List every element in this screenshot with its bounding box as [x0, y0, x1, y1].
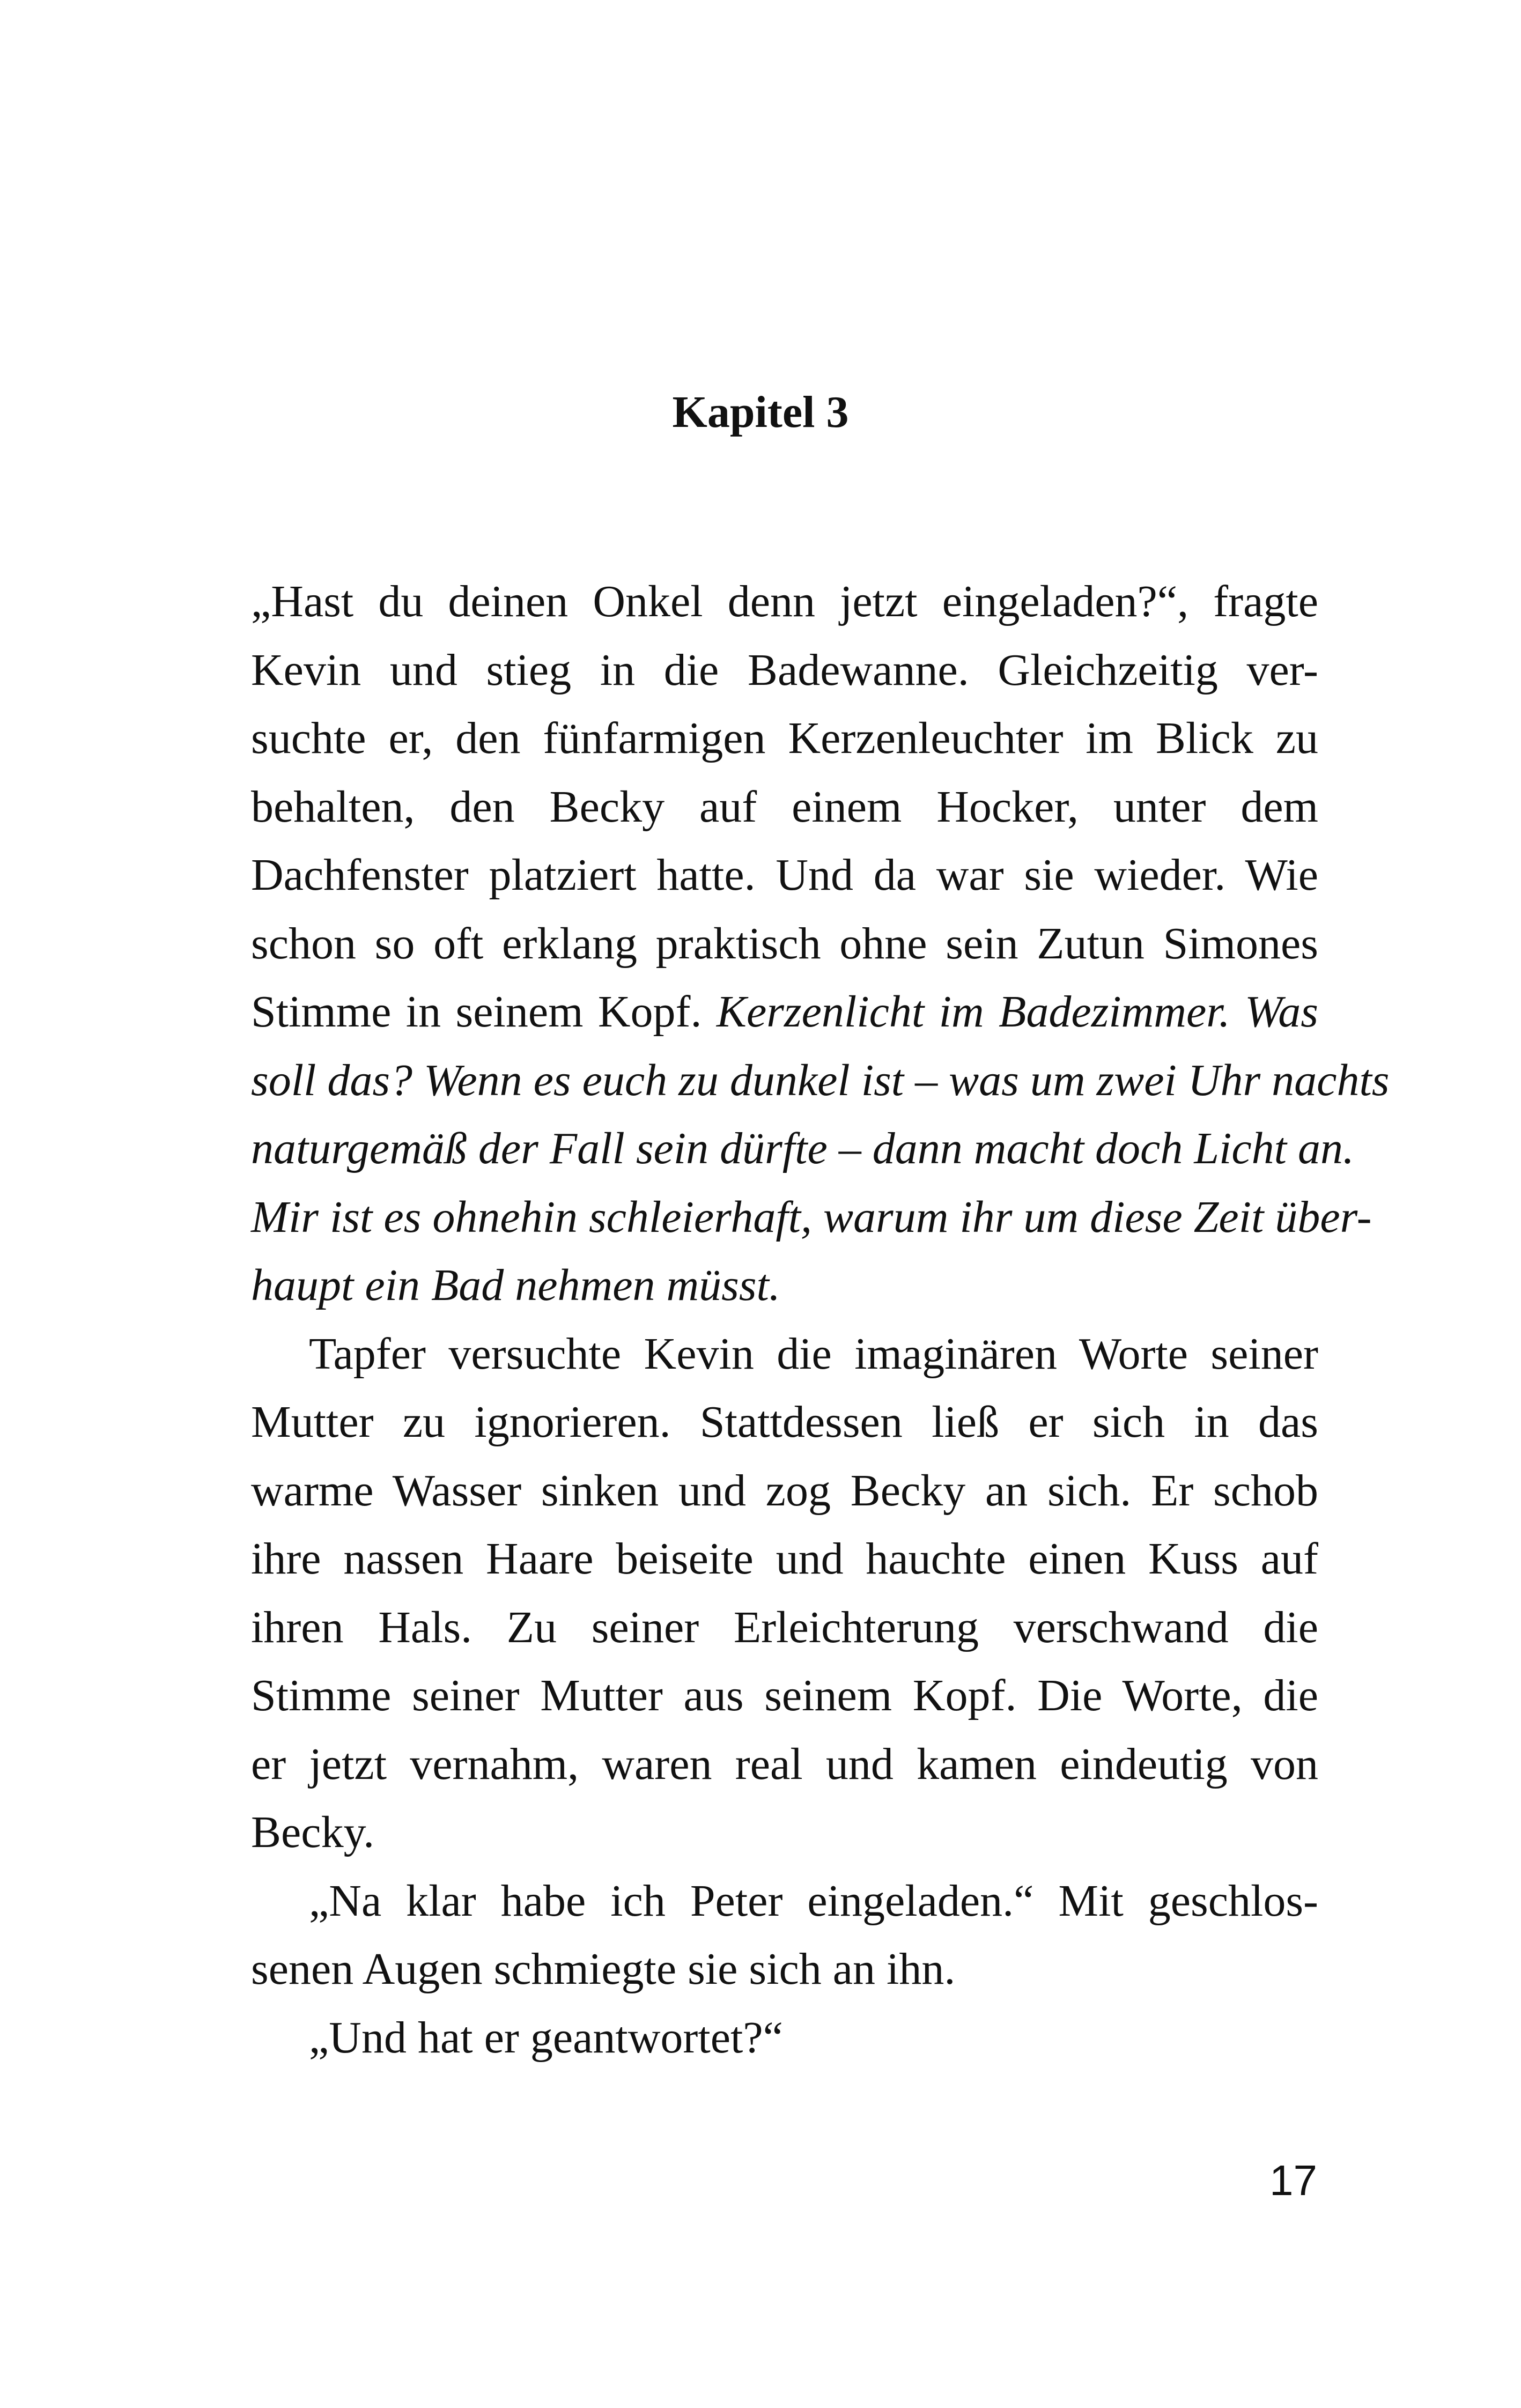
- text-line: Kevin und stieg in die Badewanne. Gleichzeitig ver-: [251, 645, 1318, 695]
- text-line-italic: haupt ein Bad nehmen müsst.: [251, 1260, 780, 1310]
- text-line-italic: naturgemäß der Fall sein dürfte – dann macht doch Licht an.: [251, 1124, 1355, 1173]
- text-line-italic: Mir ist es ohnehin schleierhaft, warum ihr um diese Zeit über-: [251, 1192, 1372, 1242]
- text-roman: Stimme in seinem Kopf.: [251, 987, 717, 1037]
- text-line: ihre nassen Haare beiseite und hauchte einen Kuss auf: [251, 1534, 1318, 1584]
- text-line: schon so oft erklang praktisch ohne sein Zutun Simones: [251, 918, 1318, 969]
- body-text: [251, 567, 1390, 2072]
- page-number: 17: [1269, 2156, 1317, 2204]
- text-line: „Na klar habe ich Peter eingeladen.“ Mit geschlos-: [309, 1875, 1318, 1926]
- paragraph-4: [251, 2004, 1318, 2072]
- text-line: Becky.: [251, 1807, 375, 1857]
- text-line: „Und hat er geantwortet?“: [309, 2012, 783, 2063]
- text-italic: Kerzenlicht im Badezimmer. Was: [716, 987, 1318, 1037]
- text-line: senen Augen schmiegte sie sich an ihn.: [251, 1944, 956, 1994]
- paragraph-1: [251, 567, 1390, 1320]
- text-line: behalten, den Becky auf einem Hocker, unter dem: [251, 781, 1318, 832]
- text-line: warme Wasser sinken und zog Becky an sich. Er schob: [251, 1465, 1318, 1516]
- paragraph-3: [251, 1867, 1318, 2004]
- text-line: er jetzt vernahm, waren real und kamen eindeutig von: [251, 1739, 1318, 1789]
- text-line-italic: soll das? Wenn es euch zu dunkel ist – was um zwei Uhr nachts: [251, 1055, 1390, 1105]
- chapter-title: Kapitel 3: [672, 387, 849, 437]
- text-line-mixed: [251, 978, 1318, 1046]
- text-line: ihren Hals. Zu seiner Erleichterung verschwand die: [251, 1602, 1318, 1652]
- paragraph-2: [251, 1320, 1318, 1867]
- text-line: Stimme seiner Mutter aus seinem Kopf. Die Worte, die: [251, 1671, 1318, 1720]
- text-line: Tapfer versuchte Kevin die imaginären Worte seiner: [309, 1328, 1318, 1379]
- text-line: „Hast du deinen Onkel denn jetzt eingeladen?“, fragte: [251, 577, 1318, 626]
- text-line: Mutter zu ignorieren. Stattdessen ließ er sich in das: [251, 1397, 1318, 1447]
- text-line: suchte er, den fünfarmigen Kerzenleuchter im Blick zu: [251, 713, 1318, 763]
- text-line: Dachfenster platziert hatte. Und da war sie wieder. Wie: [251, 850, 1318, 900]
